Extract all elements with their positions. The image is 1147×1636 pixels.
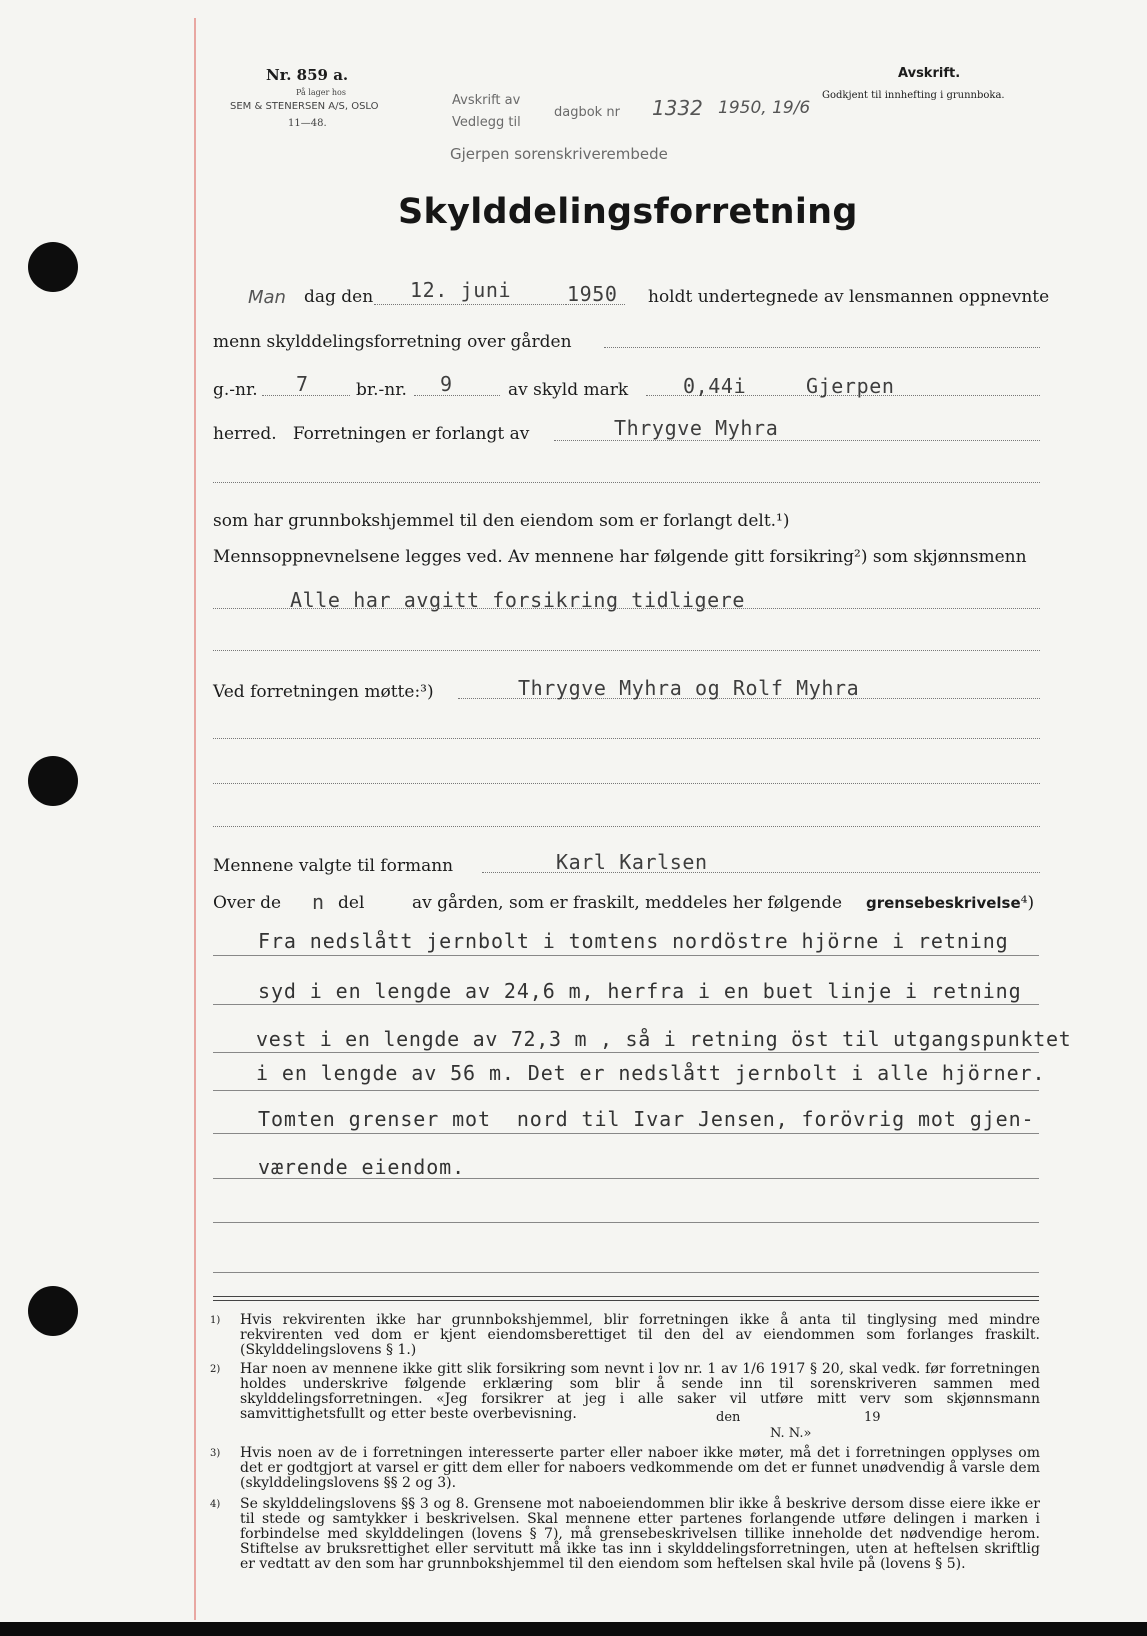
dag-den-label: dag den: [304, 287, 374, 307]
formann-label: Mennene valgte til formann: [213, 856, 454, 876]
intro-text: holdt undertegnede av lensmannen oppnevnte: [648, 287, 1050, 307]
publisher-line2: SEM & STENERSEN A/S, OSLO: [230, 101, 379, 112]
approval-note: Godkjent til innhefting i grunnboka.: [822, 90, 1005, 101]
oppnevnelse-text: Mennsoppnevnelsene legges ved. Av mennene har følgende gitt forsikring²) som skjønnsmenn: [213, 547, 1027, 567]
blank-line-3: [213, 738, 1040, 739]
grense-suffix: ⁴): [1020, 893, 1035, 913]
date-value: 12. juni: [410, 278, 512, 302]
publisher-line1: På lager hos: [296, 88, 346, 97]
boundary-line-1: Fra nedslått jernbolt i tomtens nordöstre hjörne i retning: [258, 929, 1009, 953]
footnote-1-text: Hvis rekvirenten ikke har grunnbokshjemmel, blir forretningen ikke å anta til tinglysing med mindre rekvirenten ved dom er kjent eiendomsberettiget til den del av eiendommen som forlanges fraskilt. (Skylddelingslovens § 1.): [240, 1312, 1040, 1358]
gnr-label: g.-nr.: [213, 380, 258, 400]
dagbok-number: 1332: [652, 96, 703, 120]
footnote-4: [210, 1497, 1040, 1572]
hjemmel-text: som har grunnbokshjemmel til den eiendom som er forlangt delt.¹): [213, 511, 790, 531]
requested-by: Thrygve Myhra: [614, 416, 779, 440]
punch-hole-middle: [28, 756, 78, 806]
over-de-value: n: [312, 890, 325, 914]
stamp-dagbok: dagbok nr: [554, 105, 620, 120]
boundary-line-6: værende eiendom.: [258, 1155, 466, 1179]
footnote-separator: [213, 1296, 1039, 1301]
stamp-line1: Avskrift av: [452, 93, 521, 108]
municipality: Gjerpen: [806, 374, 895, 398]
over-de-label: Over de: [213, 893, 282, 913]
boundary-rule-5: [213, 1133, 1039, 1134]
boundary-rule-8: [213, 1272, 1039, 1273]
gard-line: [604, 347, 1040, 348]
formann-value: Karl Karlsen: [556, 850, 708, 874]
gnr-value: 7: [296, 372, 309, 396]
footnote-2-text: Har noen av mennene ikke gitt slik forsikring som nevnt i lov nr. 1 av 1/6 1917 § 20, skal vedk. før forretningen holdes underskrive følgende erklæring som blir å sende inn til sorenskriveren sammen med skylddelingsforretningen. «Jeg forsikrer at jeg i alle saker vil utføre mitt verv som skjønnsmann samvittighetsfullt og etter beste overbevisning.: [240, 1361, 1040, 1422]
del-label: del: [338, 893, 365, 913]
mote-label: Ved forretningen møtte:³): [213, 682, 434, 702]
avskrift-label: Avskrift.: [898, 66, 961, 81]
brnr-value: 9: [440, 372, 453, 396]
footnote-2-signature: N. N.»: [770, 1426, 812, 1441]
boundary-line-4: i en lengde av 56 m. Det er nedslått jernbolt i alle hjörner.: [256, 1061, 1046, 1085]
forsikring-line: [213, 608, 1040, 609]
footnote-2-num: 2): [210, 1364, 221, 1375]
mote-value: Thrygve Myhra og Rolf Myhra: [518, 676, 860, 700]
boundary-rule-4: [213, 1090, 1039, 1091]
brnr-line: [414, 395, 500, 396]
forsikring-value: Alle har avgitt forsikring tidligere: [290, 588, 746, 612]
skyld-label: av skyld mark: [508, 380, 629, 400]
footnote-4-text: Se skylddelingslovens §§ 3 og 8. Grensene mot naboeiendommen blir ikke å beskrive dersom disse eiere ikke er til stede og samtykker i beskrivelsen. Skal mennene etter partenes forlangende utføre delingen i marken i forbindelse med skylddelingen (lovens § 7), må grensebeskrivelsen tillike inneholde det nødvendige herom. Stiftelse av bruksrettighet eller servitutt må ikke tas inn i skylddelingsforretningen, uten at heftelsen skriftlig er vedtatt av den som har grunnbokshjemmel til den eiendom som heftelsen skal hvile på (lovens § 5).: [240, 1496, 1040, 1572]
footnote-3: [210, 1446, 1040, 1491]
footnote-4-num: 4): [210, 1499, 221, 1510]
punch-hole-top: [28, 242, 78, 292]
date-line: [374, 304, 564, 305]
del-text: av gården, som er fraskilt, meddeles her følgende: [412, 893, 843, 913]
scan-bottom-edge: [0, 1622, 1147, 1636]
boundary-line-3: vest i en lengde av 72,3 m , så i retning öst til utgangspunktet: [256, 1027, 1072, 1051]
footnote-2-den: den: [716, 1410, 741, 1425]
form-number: Nr. 859 a.: [266, 66, 349, 84]
stamp-line2: Vedlegg til: [452, 115, 521, 130]
footnote-1: [210, 1313, 1040, 1358]
footnote-2: [210, 1362, 1040, 1422]
skyld-value: 0,44i: [683, 374, 747, 398]
boundary-rule-6: [213, 1178, 1039, 1179]
blank-line-1: [213, 482, 1040, 483]
blank-line-4: [213, 783, 1040, 784]
boundary-rule-1: [213, 955, 1039, 956]
year-value: 1950: [567, 282, 618, 306]
blank-line-2: [213, 650, 1040, 651]
footnote-3-text: Hvis noen av de i forretningen interesserte parter eller naboer ikke møter, må det i forretningen opplyses om det er godtgjort at varsel er gitt dem eller for naboers vedkommende om det er funnet unødvendig å varsle dem (skylddelingslovens §§ 2 og 3).: [240, 1445, 1040, 1491]
boundary-line-2: syd i en lengde av 24,6 m, herfra i en buet linje i retning: [258, 979, 1022, 1003]
blank-line-5: [213, 826, 1040, 827]
margin-line: [194, 18, 196, 1620]
herred-text: herred. Forretningen er forlangt av: [213, 424, 530, 444]
punch-hole-bottom: [28, 1286, 78, 1336]
footnote-1-num: 1): [210, 1315, 221, 1326]
footnote-3-num: 3): [210, 1448, 221, 1459]
stamp-office: Gjerpen sorenskriverembede: [450, 145, 668, 163]
print-date: 11—48.: [288, 118, 327, 129]
grense-label: grensebeskrivelse: [866, 894, 1021, 912]
grense-heading: [866, 893, 1034, 913]
boundary-rule-3: [213, 1052, 1039, 1053]
requested-line: [554, 440, 1040, 441]
page-title: Skylddelingsforretning: [398, 192, 858, 232]
dagbok-date: 1950, 19/6: [718, 98, 811, 118]
intro-line2: menn skylddelingsforretning over gården: [213, 332, 572, 352]
boundary-rule-2: [213, 1004, 1039, 1005]
boundary-rule-7: [213, 1222, 1039, 1223]
weekday-prefix: Man: [248, 287, 286, 308]
boundary-line-5: Tomten grenser mot nord til Ivar Jensen, forövrig mot gjen-: [258, 1107, 1035, 1131]
footnote-2-year: 19: [864, 1410, 881, 1425]
brnr-label: br.-nr.: [356, 380, 407, 400]
